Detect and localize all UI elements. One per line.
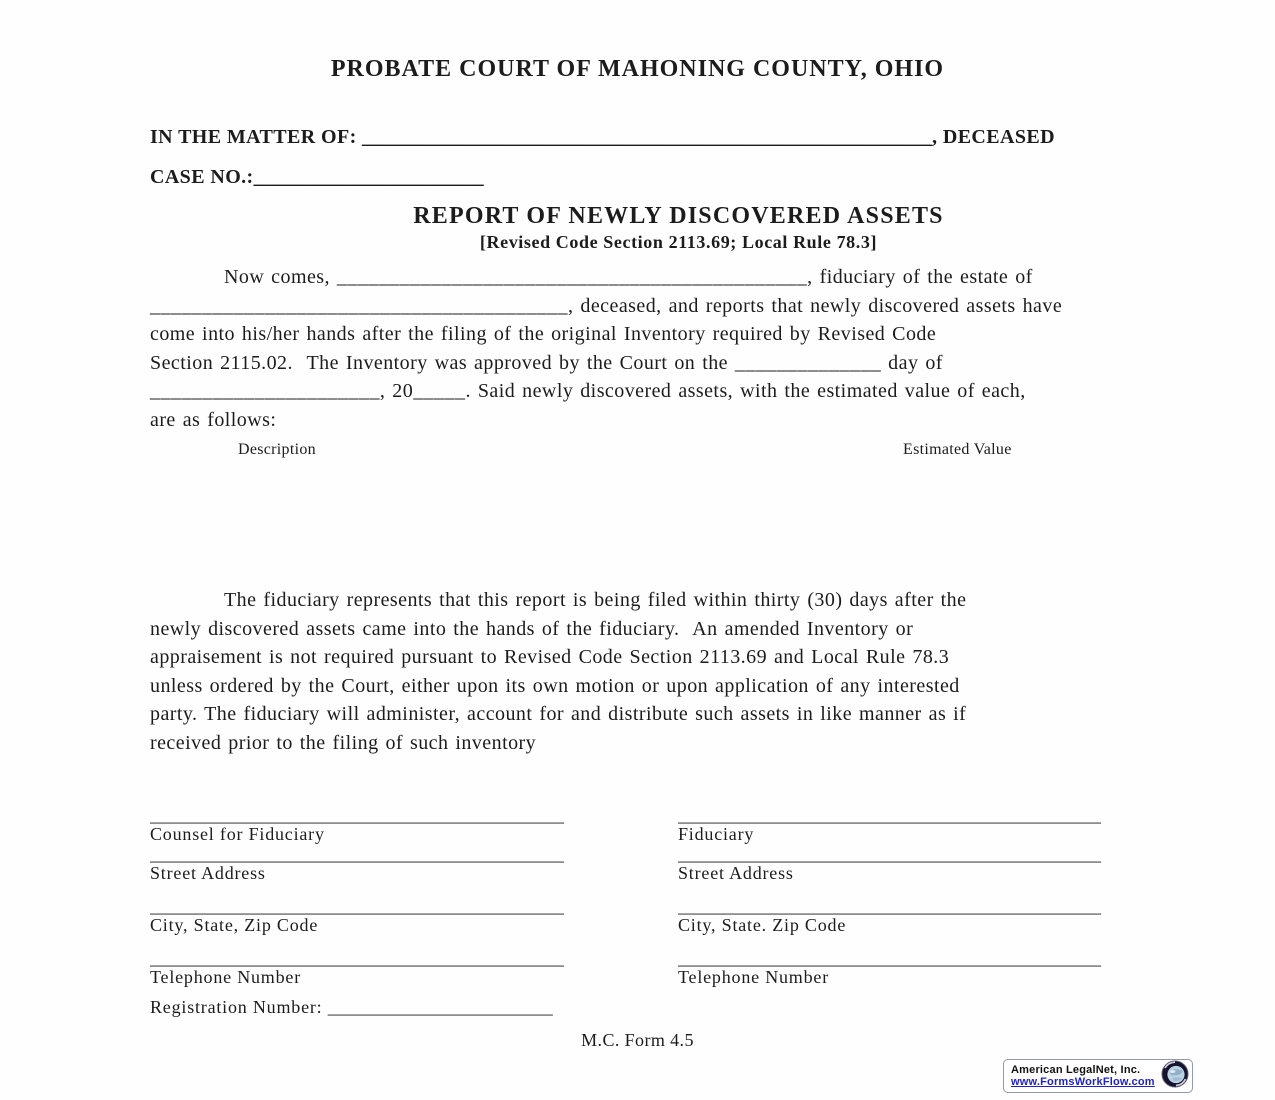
counsel-for-fiduciary-label: Counsel for Fiduciary — [150, 824, 325, 844]
globe-icon — [1161, 1060, 1189, 1093]
signature-blank-line: ______________________________________________ — [150, 950, 564, 967]
paragraph-line: come into his/her hands after the filing of the original Inventory required by Revised Code — [150, 323, 937, 346]
vendor-text-block — [1011, 1064, 1159, 1088]
paragraph-line: party. The fiduciary will administer, account for and distribute such assets in like manner as if — [150, 703, 967, 726]
paragraph-line: Section 2115.02. The Inventory was approved by the Court on the ______________ day of — [150, 351, 943, 374]
representation-paragraph — [150, 586, 1140, 758]
signature-row — [150, 950, 590, 987]
street-address-label: Street Address — [678, 863, 794, 883]
paragraph-line: newly discovered assets came into the hands of the fiduciary. An amended Inventory or — [150, 617, 914, 640]
paragraph-line: are as follows: — [150, 408, 277, 431]
signature-blank-line: ______________________________________________ — [150, 846, 564, 863]
signature-blank-line: _______________________________________________ — [678, 846, 1101, 863]
american-legalnet-badge — [1003, 1059, 1193, 1093]
paragraph-line: received prior to the filing of such inventory — [150, 731, 537, 754]
decedent-name-blank: _________________________________________________________ — [362, 126, 933, 148]
signature-blank-line: _______________________________________________ — [678, 807, 1101, 824]
city-state-zip-label: City, State. Zip Code — [678, 915, 847, 935]
paragraph-line: ________________________________________, deceased, and reports that newly discovered assets have — [150, 294, 1063, 317]
telephone-number-label: Telephone Number — [678, 967, 829, 987]
registration-number-label: Registration Number: — [150, 997, 328, 1017]
paragraph-line: The fiduciary represents that this report is being filed within thirty (30) days after the — [224, 589, 967, 611]
counsel-signature-column — [150, 807, 590, 1018]
telephone-number-label: Telephone Number — [150, 967, 301, 987]
signature-row — [678, 846, 1118, 883]
paragraph-line: unless ordered by the Court, either upon its own motion or upon application of any interested — [150, 674, 960, 697]
signature-blank-line: _______________________________________________ — [678, 950, 1101, 967]
signature-row — [678, 898, 1118, 935]
signature-row — [678, 950, 1118, 987]
matter-label: IN THE MATTER OF: — [150, 126, 363, 148]
signature-row — [678, 807, 1118, 844]
signature-blank-line: ______________________________________________ — [150, 898, 564, 915]
form-title: REPORT OF NEWLY DISCOVERED ASSETS — [413, 203, 944, 229]
opening-paragraph — [150, 263, 1140, 435]
case-number-line — [150, 166, 484, 189]
fiduciary-signature-column — [678, 807, 1118, 989]
signature-row — [150, 898, 590, 935]
paragraph-line: appraisement is not required pursuant to Revised Code Section 2113.69 and Local Rule 78.3 — [150, 646, 950, 669]
paragraph-line: ______________________, 20_____. Said newly discovered assets, with the estimated value of each, — [150, 380, 1026, 403]
case-number-blank: _______________________ — [253, 166, 484, 188]
paragraph-line: Now comes, _____________________________________________, fiduciary of the estate of — [224, 266, 1033, 288]
signature-blank-line: _______________________________________________ — [678, 898, 1101, 915]
description-column-header: Description — [238, 441, 316, 458]
estimated-value-column-header: Estimated Value — [903, 441, 1012, 458]
city-state-zip-label: City, State, Zip Code — [150, 915, 319, 935]
form-number: M.C. Form 4.5 — [581, 1030, 694, 1050]
case-number-label: CASE NO.: — [150, 166, 254, 188]
signature-blank-line: ______________________________________________ — [150, 807, 564, 824]
registration-number-line — [150, 996, 590, 1018]
form-subtitle: [Revised Code Section 2113.69; Local Rule 78.3] — [479, 232, 878, 252]
fiduciary-label: Fiduciary — [678, 824, 755, 844]
vendor-name: American LegalNet, Inc. — [1011, 1064, 1141, 1076]
registration-number-blank: _________________________ — [327, 997, 553, 1017]
vendor-website-link[interactable]: www.FormsWorkFlow.com — [1011, 1076, 1155, 1088]
matter-line — [150, 126, 1055, 149]
signature-row — [150, 807, 590, 844]
signature-row — [150, 846, 590, 883]
street-address-label: Street Address — [150, 863, 266, 883]
deceased-suffix: , DECEASED — [932, 126, 1055, 148]
court-title: PROBATE COURT OF MAHONING COUNTY, OHIO — [330, 56, 945, 82]
